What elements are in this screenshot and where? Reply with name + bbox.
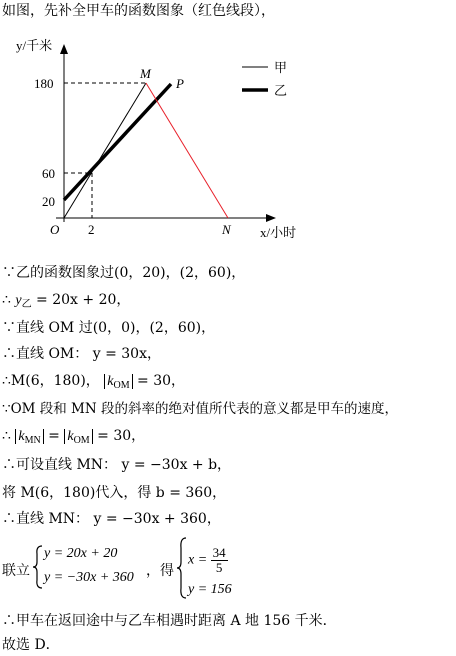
abs-k-om: $k_{OM}$ bbox=[104, 374, 132, 389]
system-eq-2: y = −30x + 360 bbox=[44, 570, 134, 585]
solution-x-denominator: 5 bbox=[215, 560, 223, 575]
line-2-prefix: ∴ bbox=[2, 292, 11, 308]
line-5-prefix: ∴M(6，180)， bbox=[2, 373, 100, 389]
line-2-eq: = 20x + 20， bbox=[36, 292, 131, 308]
line-7: ∴ $k_{MN} = k_{OM} = 30$， bbox=[2, 428, 146, 446]
line-13: 故选 D． bbox=[2, 637, 60, 653]
point-P-label: P bbox=[176, 76, 184, 91]
y-tick-20: 20 bbox=[42, 194, 55, 209]
system-eq-1: y = 20x + 20 bbox=[44, 546, 118, 561]
solution-x-numerator: 34 bbox=[212, 545, 226, 560]
red-line-MN bbox=[146, 83, 228, 218]
line-12: ∴甲车在返回途中与乙车相遇时距离 A 地 156 千米． bbox=[2, 613, 337, 629]
line-8: ∴可设直线 MN： y = −30x + b， bbox=[2, 457, 232, 473]
y-axis-arrow bbox=[60, 44, 68, 54]
line-5 bbox=[2, 372, 185, 395]
y-axis-label: y/千米 bbox=[16, 38, 53, 53]
line-3: ∵直线 OM 过(0，0)，(2，60)， bbox=[2, 320, 216, 336]
legend-yi-label: 乙 bbox=[274, 83, 288, 98]
line-7-suffix: = 30， bbox=[97, 428, 146, 444]
line-11-prefix: 联立 bbox=[2, 563, 30, 579]
jia-line-OM bbox=[64, 83, 146, 218]
function-graph bbox=[0, 36, 300, 246]
point-N-label: N bbox=[222, 222, 231, 237]
equation-system bbox=[32, 544, 152, 590]
legend-jia-label: 甲 bbox=[274, 60, 288, 75]
line-1: ∵乙的函数图象过(0，20)，(2，60)， bbox=[2, 265, 246, 281]
line-9: 将 M(6，180)代入，得 b = 360， bbox=[2, 485, 227, 501]
line-11-mid: ，得 bbox=[146, 563, 174, 579]
line-7-prefix: ∴ bbox=[2, 428, 11, 444]
left-brace-1 bbox=[32, 544, 44, 590]
point-M-label: M bbox=[140, 66, 151, 81]
solution-system bbox=[176, 536, 256, 600]
line-10: ∴直线 MN： y = −30x + 360， bbox=[2, 511, 221, 527]
y-yi-symbol: $y_乙$ bbox=[15, 293, 32, 310]
line-4: ∴直线 OM： y = 30x， bbox=[2, 346, 161, 362]
line-5-suffix: = 30， bbox=[137, 373, 186, 389]
abs-k-om-2: $k_{OM}$ bbox=[64, 429, 92, 444]
origin-label: O bbox=[50, 222, 60, 237]
yi-line bbox=[64, 84, 171, 200]
y-tick-180: 180 bbox=[34, 76, 54, 91]
left-brace-2 bbox=[176, 536, 188, 600]
line-6: ∵OM 段和 MN 段的斜率的绝对值所代表的意义都是甲车的速度， bbox=[2, 401, 398, 417]
line-2 bbox=[2, 291, 130, 314]
x-tick-2: 2 bbox=[88, 222, 95, 237]
abs-k-mn: $k_{MN}$ bbox=[15, 429, 43, 444]
y-tick-60: 60 bbox=[42, 166, 55, 181]
solution-x: x = $\frac{34}{5}$ bbox=[188, 545, 226, 575]
x-axis-arrow bbox=[266, 214, 276, 222]
intro-text: 如图，先补全甲车的函数图象（红色线段）， bbox=[2, 3, 275, 19]
solution-y: y = 156 bbox=[188, 582, 232, 597]
x-axis-label: x/小时 bbox=[260, 225, 297, 240]
